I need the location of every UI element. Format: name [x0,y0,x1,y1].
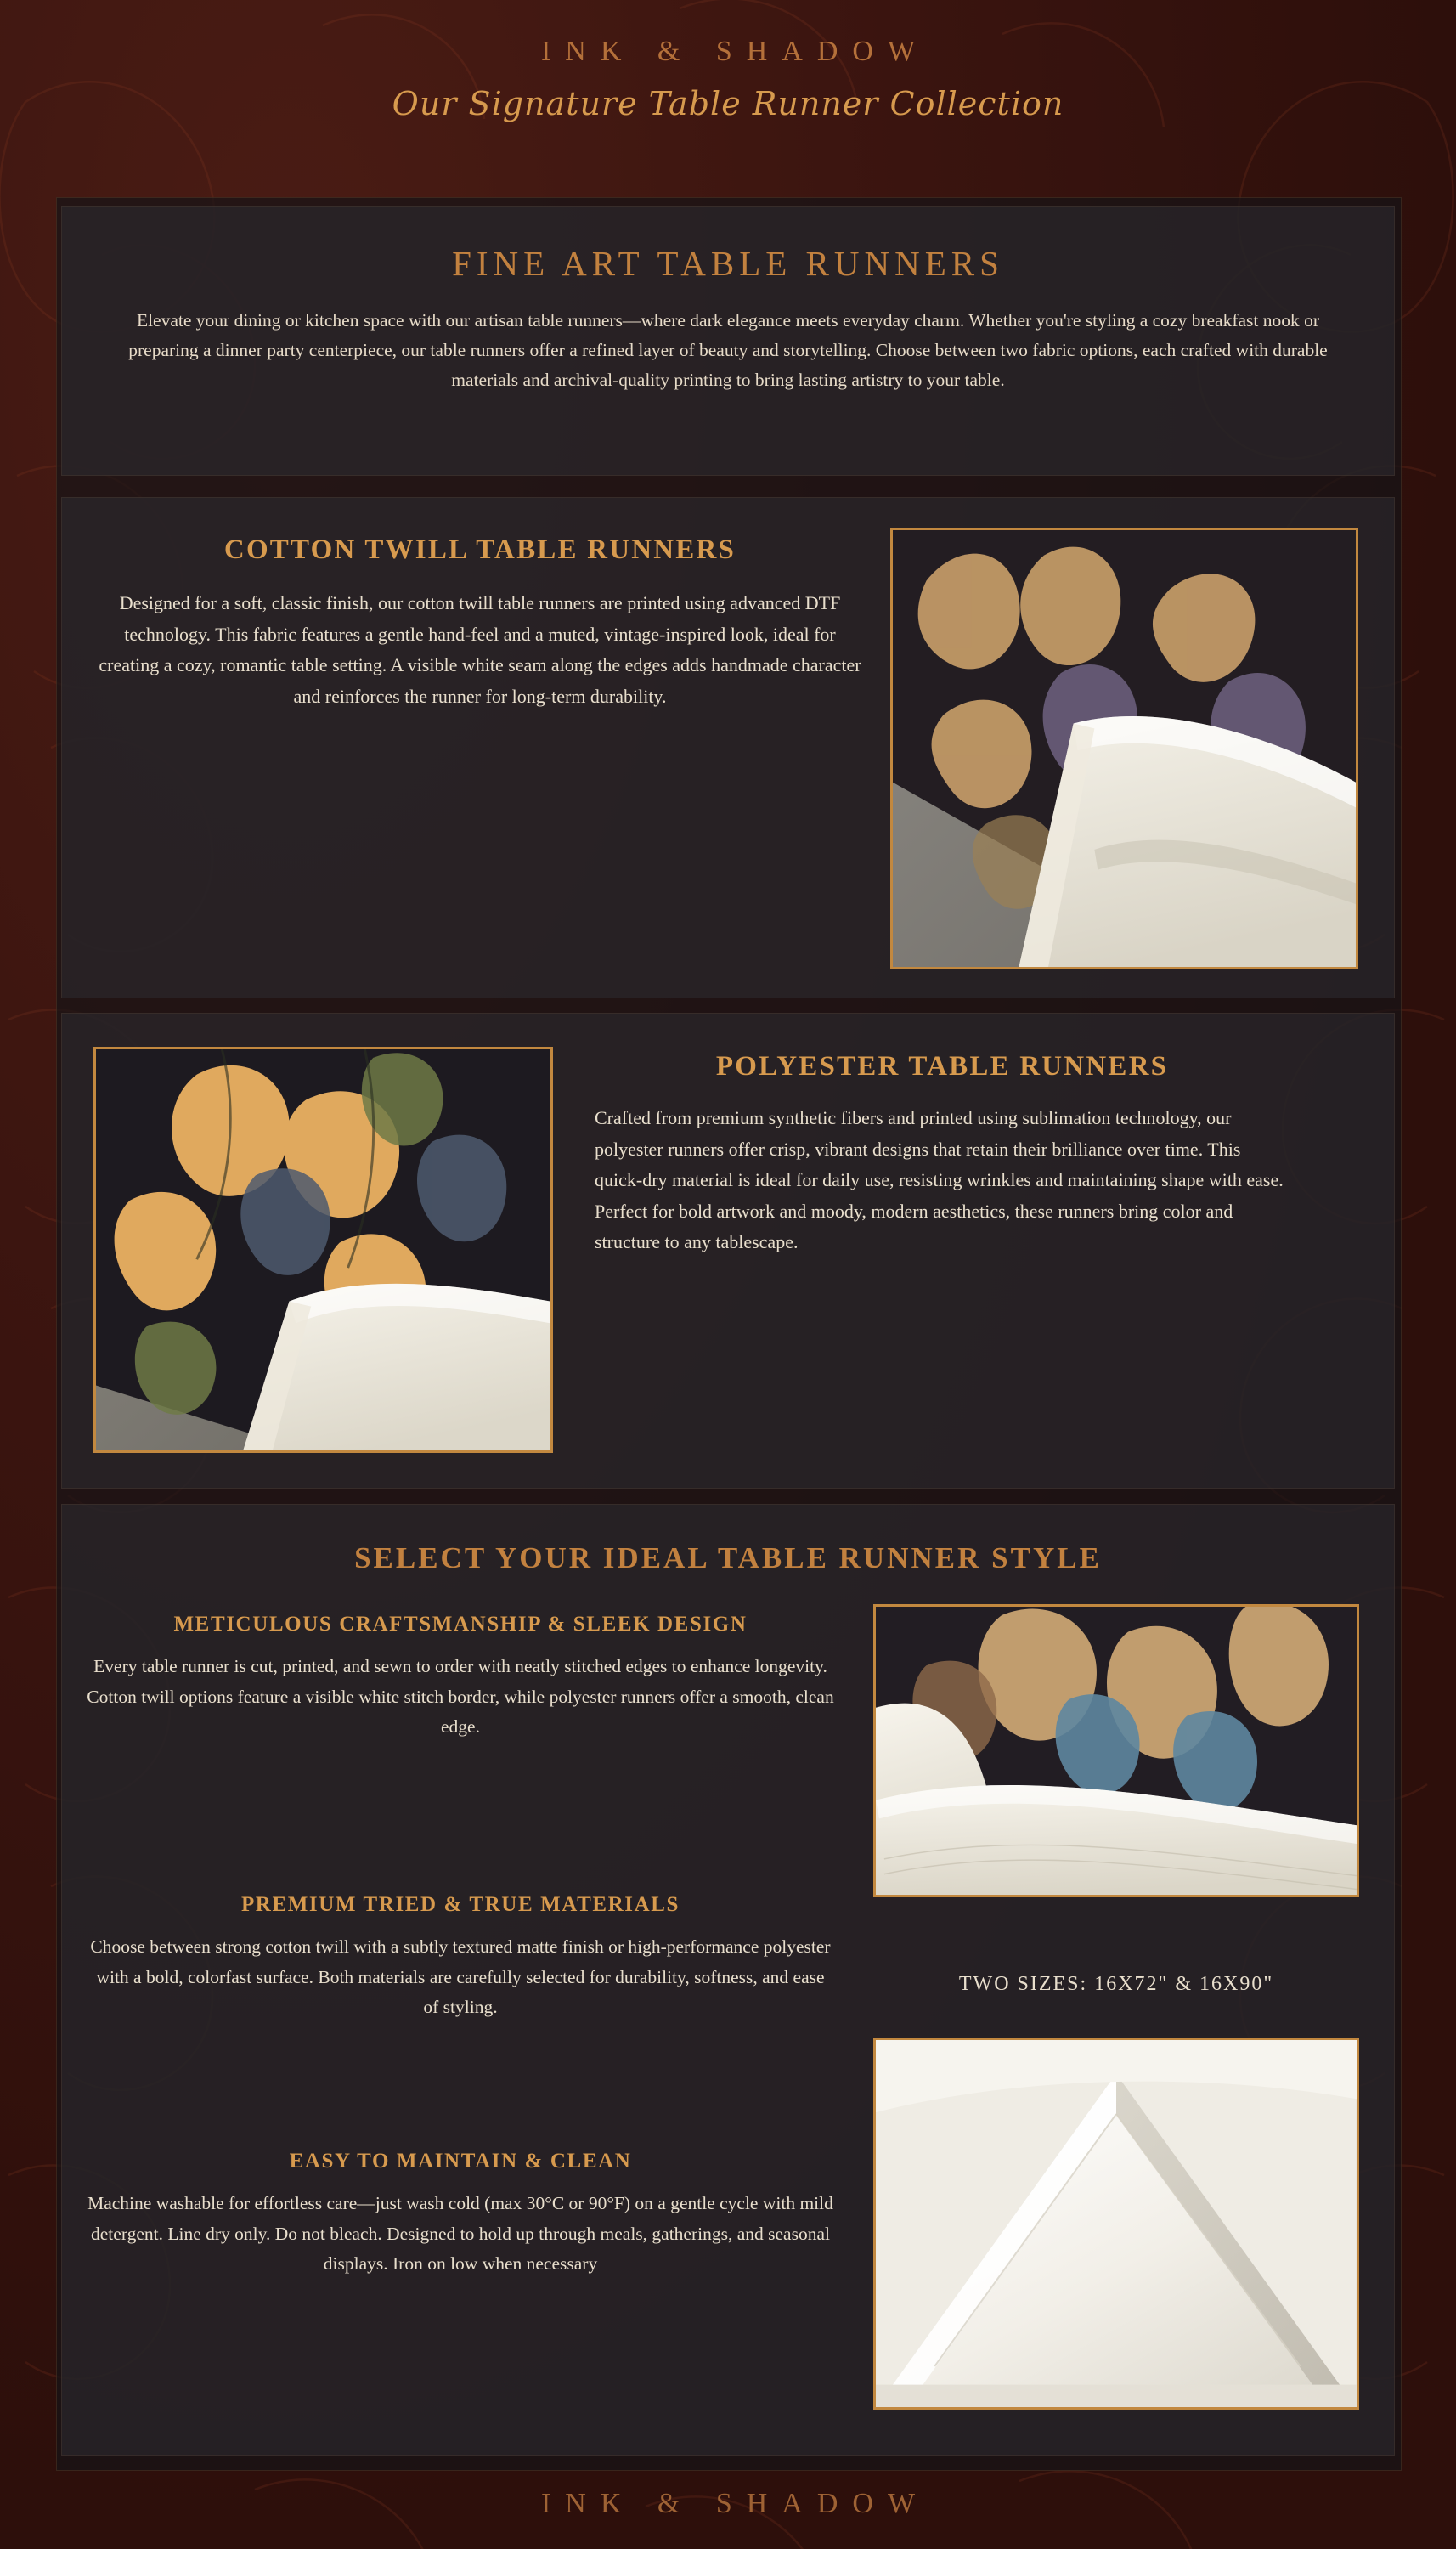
brand-tagline: Our Signature Table Runner Collection [392,85,1064,122]
feature-block-materials [87,1893,834,2023]
feature-body-maintain: Machine washable for effortless care—just wash cold (max 30°C or 90°F) on a gentle cycle with mild detergent. Line dry only. Do not bleach. Designed to hold up through meals, gatherings, and seasonal displays. Iron on low when necessary [87,2193,833,2275]
footer-brand: INK & SHADOW [540,2488,930,2519]
polyester-text-block [595,1051,1290,1258]
feature-body-craftsmanship: Every table runner is cut, printed, and sewn to order with neatly stitched edges to enhance longevity. Cotton twill options feature a visible white stitch border, while polyester runners offer a smooth, clean edge. [87,1656,834,1738]
polyester-photo [93,1047,553,1453]
sizes-note: TWO SIZES: 16X72" & 16X90" [958,1973,1274,1995]
feature-title-craftsmanship: METICULOUS CRAFTSMANSHIP & SLEEK DESIGN [173,1613,748,1636]
select-style-heading: SELECT YOUR IDEAL TABLE RUNNER STYLE [354,1541,1102,1574]
cotton-twill-body: Designed for a soft, classic finish, our cotton twill table runners are printed using advanced DTF technology. This fabric features a gentle hand-feel and a muted, vintage-inspired look, ideal for creating a cozy, romantic table setting. A visible white seam along the edges adds handmade character and reinforces the runner for long-term durability. [99,592,861,707]
stitched-edge-photo-art [876,1607,1357,1896]
white-hem-corner-photo-art [876,2040,1357,2408]
feature-block-maintain [87,2150,834,2280]
cotton-twill-photo [890,528,1358,969]
brand-title: INK & SHADOW [540,36,930,67]
polyester-heading: POLYESTER TABLE RUNNERS [715,1051,1169,1082]
cotton-twill-heading: COTTON TWILL TABLE RUNNERS [223,534,736,565]
intro-panel [61,206,1395,476]
stitched-edge-photo [873,1604,1359,1897]
intro-body: Elevate your dining or kitchen space with our artisan table runners—where dark elegance meets everyday charm. Whether you're styling a cozy breakfast nook or preparing a dinner party centerpiece, our table runners offer a refined layer of beauty and storytelling. Choose between two fabric options, each crafted with durable materials and archival-quality printing to bring lasting artistry to your table. [128,310,1328,390]
feature-title-maintain: EASY TO MAINTAIN & CLEAN [289,2150,632,2173]
feature-block-craftsmanship [87,1613,834,1743]
cotton-twill-photo-art [893,530,1356,967]
masthead [0,36,1456,122]
intro-heading: FINE ART TABLE RUNNERS [452,244,1004,283]
polyester-body: Crafted from premium synthetic fibers and printed using sublimation technology, our polyester runners offer crisp, vibrant designs that retain their brilliance over time. This quick-dry material is ideal for daily use, resisting wrinkles and maintaining shape with ease. Perfect for bold artwork and moody, modern aesthetics, these runners bring color and structure to any tablescape. [595,1107,1284,1253]
feature-body-materials: Choose between strong cotton twill with a subtly textured matte finish or high-performance polyester with a bold, colorfast surface. Both materials are carefully selected for durability, softness, and ease of styling. [90,1936,831,2018]
white-hem-corner-photo [873,2038,1359,2410]
feature-title-materials: PREMIUM TRIED & TRUE MATERIALS [240,1893,680,1916]
polyester-photo-art [96,1049,550,1451]
cotton-twill-text-block [93,534,866,712]
